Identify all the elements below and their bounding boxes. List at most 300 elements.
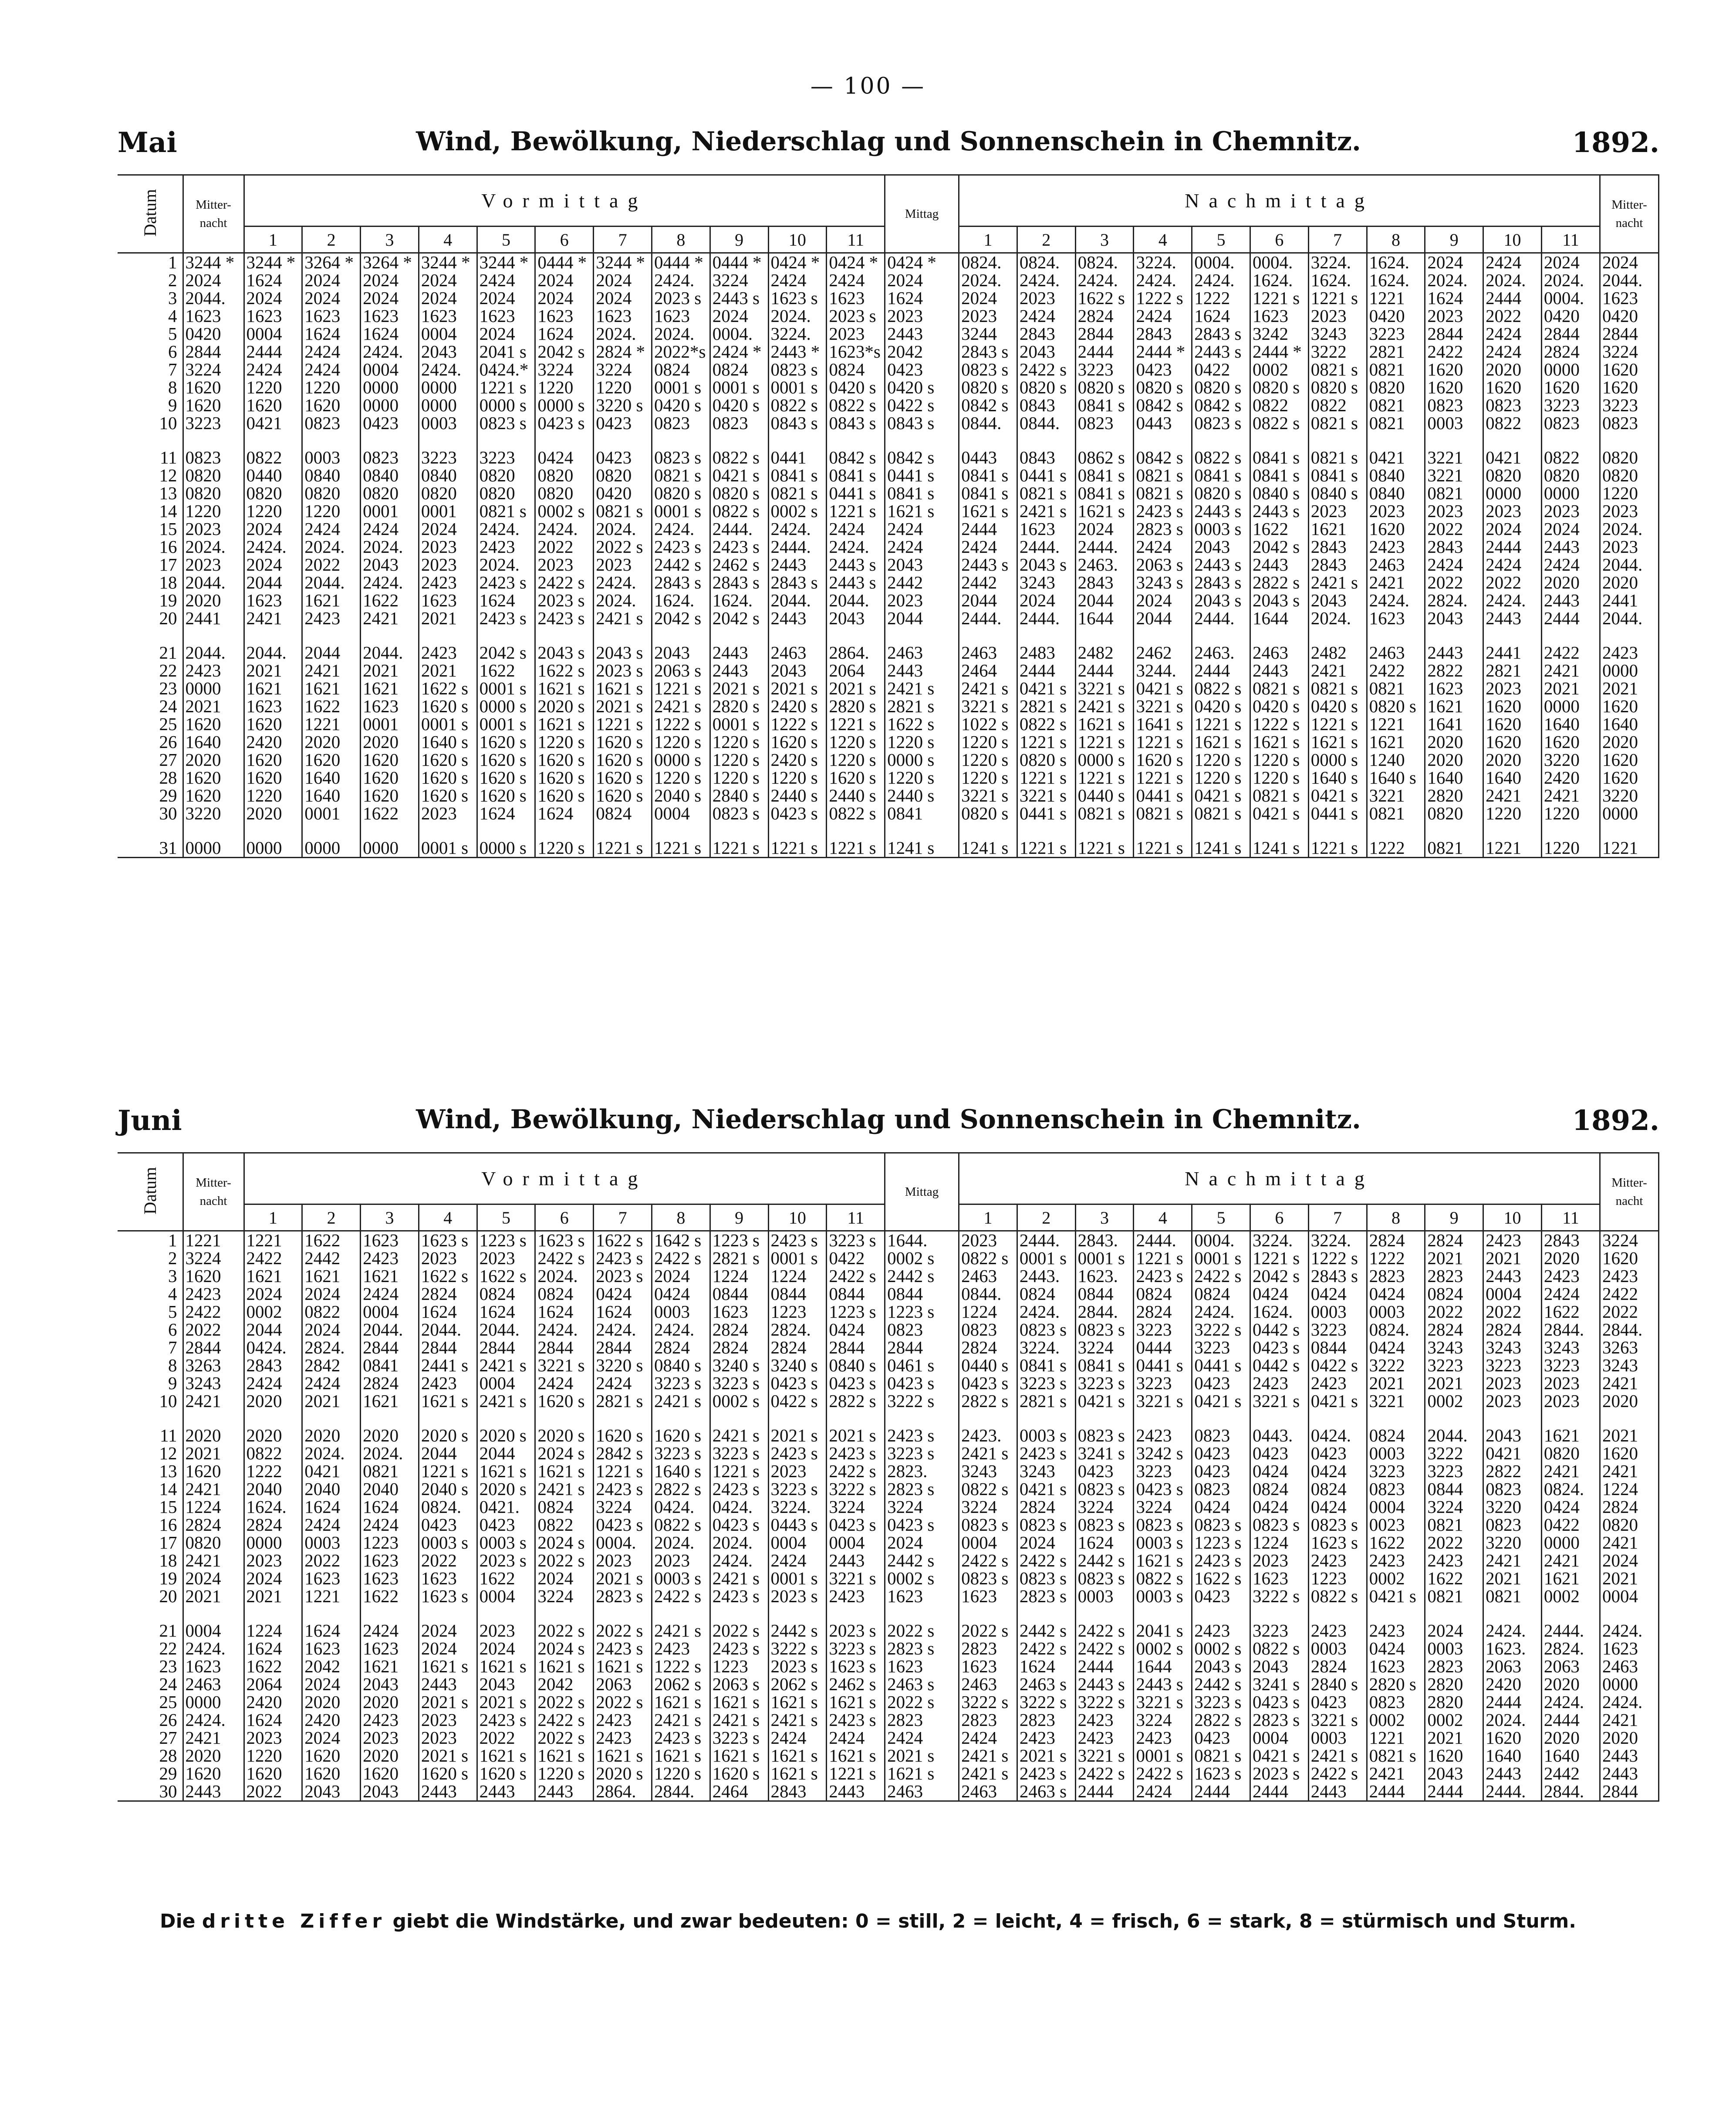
observation-cell: 0002 (1425, 1392, 1483, 1410)
observation-cell: 2443 (768, 556, 827, 574)
observation-cell: 1220 s (885, 769, 959, 787)
observation-cell: 1623 (710, 1303, 768, 1321)
observation-cell: 0823 (959, 1321, 1017, 1339)
observation-cell: 1620 (183, 1267, 244, 1285)
observation-cell: 2422 (183, 1303, 244, 1321)
observation-cell: 1220 s (652, 733, 710, 751)
observation-cell: 2024. (183, 538, 244, 556)
observation-cell: 2421 s (594, 609, 652, 627)
observation-cell: 2424. (477, 520, 535, 538)
observation-cell: 2463 (1250, 644, 1309, 662)
observation-cell: 2844. (1075, 1303, 1134, 1321)
observation-cell: 0824 (535, 1285, 594, 1303)
observation-cell: 0002 s (885, 1570, 959, 1587)
observation-cell: 1623 (1250, 1570, 1309, 1587)
observation-cell: 2041 s (477, 343, 535, 361)
observation-cell: 0823 s (1017, 1516, 1075, 1534)
observation-cell: 2023 (768, 1462, 827, 1480)
spacer-cell (1600, 822, 1659, 839)
day-cell: 24 (118, 697, 183, 715)
observation-cell: 2024 s (535, 1444, 594, 1462)
observation-cell: 0820 (1541, 467, 1600, 484)
table-row (118, 1570, 1659, 1587)
observation-cell: 0003 s (1192, 520, 1250, 538)
observation-cell: 2043 s (535, 644, 594, 662)
spacer-cell (1075, 627, 1134, 644)
observation-cell: 1620 (244, 769, 302, 787)
observation-cell: 2424. (1600, 1693, 1659, 1711)
observation-cell: 2823 s (885, 1640, 959, 1657)
observation-cell: 2043 (768, 662, 827, 680)
observation-cell: 1624. (1250, 271, 1309, 289)
observation-cell: 2482 (1075, 644, 1134, 662)
table-row (118, 839, 1659, 858)
observation-cell: 1620 (1425, 1747, 1483, 1765)
observation-cell: 3224 (827, 1498, 885, 1516)
observation-cell: 1620 (244, 396, 302, 414)
observation-cell: 0420 s (827, 379, 885, 396)
observation-cell: 2421 s (768, 1711, 827, 1729)
observation-cell: 1621 s (1075, 715, 1134, 733)
observation-cell: 2020 s (477, 1480, 535, 1498)
observation-cell: 2824. (768, 1321, 827, 1339)
observation-cell: 2424. (768, 520, 827, 538)
observation-cell: 0844. (1017, 414, 1075, 432)
day-cell: 6 (118, 343, 183, 361)
observation-cell: 2043 (361, 1675, 419, 1693)
observation-cell: 2421 (1541, 662, 1600, 680)
observation-cell: 2023 (244, 1729, 302, 1747)
observation-cell: 0820 s (1367, 697, 1425, 715)
observation-cell: 3243 s (1134, 574, 1192, 592)
spacer-cell (1425, 1410, 1483, 1427)
spacer-cell (1367, 1410, 1425, 1427)
observation-cell: 1620 (183, 1462, 244, 1480)
day-cell: 4 (118, 307, 183, 325)
observation-cell: 1621 s (535, 715, 594, 733)
observation-cell: 1621 (1541, 1570, 1600, 1587)
observation-cell: 1620 (1600, 379, 1659, 396)
observation-cell: 0821 s (768, 484, 827, 502)
observation-cell: 1221 s (652, 839, 710, 858)
observation-cell: 3221 s (1134, 1693, 1192, 1711)
day-cell: 2 (118, 1249, 183, 1267)
observation-cell: 3221 s (959, 697, 1017, 715)
day-cell: 21 (118, 1622, 183, 1640)
observation-cell: 0422 s (885, 396, 959, 414)
observation-cell: 1221 (1367, 289, 1425, 307)
observation-cell: 3243 (1308, 325, 1367, 343)
observation-cell: 2024 (1075, 520, 1134, 538)
observation-cell: 2022 (1425, 574, 1483, 592)
observation-table (118, 174, 1659, 858)
observation-cell: 0004 (477, 1374, 535, 1392)
observation-cell: 0821 s (1308, 414, 1367, 432)
observation-cell: 0000 s (535, 396, 594, 414)
observation-cell: 2044. (361, 1321, 419, 1339)
observation-cell: 0823 s (959, 1570, 1017, 1587)
observation-cell: 1220 (302, 502, 361, 520)
table-row (118, 1587, 1659, 1605)
spacer-cell (1192, 1605, 1250, 1622)
observation-cell: 0424. (652, 1498, 710, 1516)
observation-cell: 2444 (1483, 289, 1542, 307)
observation-cell: 1622 s (594, 1231, 652, 1250)
observation-cell: 2843 (1017, 325, 1075, 343)
observation-cell: 0004 (1600, 1587, 1659, 1605)
observation-cell: 0424 (594, 1285, 652, 1303)
observation-cell: 2023 (183, 556, 244, 574)
observation-cell: 1644 (1075, 609, 1134, 627)
observation-cell: 2822 s (652, 1480, 710, 1498)
observation-cell: 1624. (652, 592, 710, 609)
observation-cell: 0440 s (959, 1356, 1017, 1374)
observation-cell: 2024 (1134, 592, 1192, 609)
day-cell: 11 (118, 449, 183, 467)
observation-cell: 0823 s (959, 361, 1017, 379)
observation-cell: 0823 s (710, 805, 768, 822)
observation-cell: 2421 (1483, 1552, 1542, 1570)
observation-cell: 1620 s (1134, 751, 1192, 769)
observation-cell: 0821 s (1134, 805, 1192, 822)
observation-cell: 2020 (361, 733, 419, 751)
observation-cell: 2040 s (419, 1480, 477, 1498)
observation-cell: 1221 (244, 1231, 302, 1250)
observation-cell: 2040 (244, 1480, 302, 1498)
spacer-cell (477, 627, 535, 644)
observation-cell: 3222 s (768, 1640, 827, 1657)
observation-cell: 3224 (535, 361, 594, 379)
observation-cell: 0842 s (885, 449, 959, 467)
observation-cell: 1623 (244, 307, 302, 325)
vormittag-hour-header: 5 (477, 1204, 535, 1231)
observation-cell: 1620 (361, 1765, 419, 1783)
observation-cell: 3223 (1541, 1356, 1600, 1374)
observation-cell: 2462 s (710, 556, 768, 574)
observation-cell: 1623 (183, 1657, 244, 1675)
observation-cell: 0423 (1250, 1444, 1309, 1462)
observation-cell: 3224 (1075, 1339, 1134, 1356)
observation-cell: 0000 (183, 1693, 244, 1711)
observation-cell: 3221 s (1017, 787, 1075, 805)
observation-cell: 0823 s (1075, 1321, 1134, 1339)
observation-cell: 2424. (594, 1321, 652, 1339)
observation-cell: 1623. (1075, 1267, 1134, 1285)
observation-cell: 1621 s (827, 1747, 885, 1765)
observation-cell: 2044. (183, 644, 244, 662)
observation-cell: 1622 s (1192, 1570, 1250, 1587)
observation-cell: 2044. (244, 644, 302, 662)
observation-cell: 2021 s (827, 680, 885, 697)
observation-cell: 3222 s (885, 1392, 959, 1410)
observation-cell: 2422 s (535, 1249, 594, 1267)
observation-cell: 1622 (477, 1570, 535, 1587)
observation-cell: 0423 (1075, 1462, 1134, 1480)
table-row (118, 1374, 1659, 1392)
observation-cell: 2021 (419, 662, 477, 680)
observation-cell: 2024 (1483, 520, 1542, 538)
nachmittag-hour-header: 4 (1134, 1204, 1192, 1231)
observation-cell: 2423 s (768, 1231, 827, 1250)
observation-cell: 1224 (768, 1267, 827, 1285)
observation-cell: 2022 (535, 538, 594, 556)
observation-cell: 2422 (1367, 662, 1425, 680)
observation-cell: 2024. (594, 325, 652, 343)
observation-cell: 2421 (1541, 1462, 1600, 1480)
observation-cell: 1223 (1308, 1570, 1367, 1587)
observation-cell: 0423 (1192, 1729, 1250, 1747)
observation-cell: 0823 (1483, 1480, 1542, 1498)
nachmittag-header: Nachmittag (959, 175, 1600, 227)
observation-cell: 3224 (710, 271, 768, 289)
observation-cell: 1221 (1600, 839, 1659, 858)
observation-cell: 1640 (1483, 769, 1542, 787)
observation-cell: 2043 (1425, 1765, 1483, 1783)
day-cell: 26 (118, 1711, 183, 1729)
observation-cell: 1221 (302, 1587, 361, 1605)
observation-cell: 0420 s (1192, 697, 1250, 715)
observation-cell: 0823 (361, 449, 419, 467)
observation-cell: 2844 (535, 1339, 594, 1356)
observation-cell: 3223 (1367, 325, 1425, 343)
observation-cell: 3223 (1134, 1321, 1192, 1339)
day-cell: 7 (118, 1339, 183, 1356)
observation-cell: 2044. (1600, 609, 1659, 627)
table-row (118, 1498, 1659, 1516)
observation-cell: 3223 (419, 449, 477, 467)
observation-cell: 1621 (1367, 733, 1425, 751)
observation-cell: 2424 (885, 1729, 959, 1747)
observation-cell: 0823 (302, 414, 361, 432)
observation-cell: 2423 s (477, 1711, 535, 1729)
observation-cell: 2421 (183, 1480, 244, 1498)
observation-cell: 1623 (302, 1640, 361, 1657)
observation-cell: 0423 (361, 414, 419, 432)
observation-cell: 2443 (710, 644, 768, 662)
observation-cell: 2024 (244, 289, 302, 307)
observation-cell: 0820 (1600, 449, 1659, 467)
table-row (118, 307, 1659, 325)
observation-cell: 2043 s (1250, 592, 1309, 609)
observation-cell: 3221 s (1250, 1392, 1309, 1410)
observation-cell: 2421 s (1075, 697, 1134, 715)
observation-cell: 0004. (594, 1534, 652, 1552)
observation-cell: 2042 s (477, 644, 535, 662)
observation-cell: 2823 (1425, 1657, 1483, 1675)
observation-cell: 0424 (1308, 1498, 1367, 1516)
observation-cell: 2822 s (827, 1392, 885, 1410)
observation-cell: 2044 (1075, 592, 1134, 609)
observation-cell: 1221 s (652, 680, 710, 697)
observation-cell: 0824 (710, 361, 768, 379)
table-row (118, 289, 1659, 307)
observation-cell: 2444. (1075, 538, 1134, 556)
observation-cell: 0842 s (959, 396, 1017, 414)
observation-cell: 2424 (361, 1622, 419, 1640)
table-row (118, 609, 1659, 627)
observation-cell: 2844 (1425, 325, 1483, 343)
observation-cell: 0000 (1541, 1534, 1600, 1552)
observation-cell: 3222 (1367, 1356, 1425, 1374)
observation-cell: 0424 * (885, 253, 959, 272)
observation-cell: 2424 (959, 1729, 1017, 1747)
observation-cell: 1621 s (710, 1693, 768, 1711)
observation-cell: 0821 (1367, 414, 1425, 432)
observation-cell: 2020 (183, 1427, 244, 1444)
observation-cell: 0822 s (1134, 1570, 1192, 1587)
observation-cell: 2021 (1600, 1427, 1659, 1444)
observation-cell: 0424 (535, 449, 594, 467)
observation-cell: 1623 (244, 592, 302, 609)
observation-cell: 2422 s (959, 1552, 1017, 1570)
observation-cell: 2024 (1600, 253, 1659, 272)
observation-cell: 1623 (361, 1570, 419, 1587)
observation-cell: 1621 s (535, 1462, 594, 1480)
observation-cell: 2423 (361, 1711, 419, 1729)
observation-cell: 2023 (1541, 502, 1600, 520)
observation-cell: 2423 (419, 1374, 477, 1392)
observation-cell: 2020 s (535, 1427, 594, 1444)
table-row (118, 697, 1659, 715)
observation-cell: 0820 (535, 467, 594, 484)
observation-cell: 0822 s (1250, 414, 1309, 432)
table-row (118, 1427, 1659, 1444)
observation-cell: 0002 (244, 1303, 302, 1321)
observation-cell: 2824 (1600, 1498, 1659, 1516)
observation-cell: 0821 s (1250, 680, 1309, 697)
day-cell: 22 (118, 1640, 183, 1657)
observation-cell: 0824. (1075, 253, 1134, 272)
observation-cell: 0001 s (710, 715, 768, 733)
observation-cell: 2024 (302, 1729, 361, 1747)
table-row (118, 751, 1659, 769)
observation-cell: 3223 (183, 414, 244, 432)
observation-cell: 0420 s (1308, 697, 1367, 715)
observation-cell: 3244 (959, 325, 1017, 343)
observation-cell: 1622 (1250, 520, 1309, 538)
observation-cell: 2421 s (959, 1747, 1017, 1765)
observation-cell: 1621 (1308, 520, 1367, 538)
observation-cell: 3223 s (710, 1444, 768, 1462)
observation-cell: 0420 (594, 484, 652, 502)
observation-cell: 1620 (1483, 733, 1542, 751)
observation-cell: 1622 (302, 697, 361, 715)
observation-cell: 0821 (361, 1462, 419, 1480)
nachmittag-hour-header: 3 (1075, 1204, 1134, 1231)
observation-cell: 1624 (361, 1498, 419, 1516)
observation-cell: 0422 (1541, 1516, 1600, 1534)
observation-cell: 2444. (1017, 609, 1075, 627)
observation-cell: 1620 s (477, 787, 535, 805)
observation-cell: 1620 (1600, 1444, 1659, 1462)
table-row (118, 1392, 1659, 1410)
observation-cell: 2063 (594, 1675, 652, 1693)
observation-cell: 0823 (1425, 396, 1483, 414)
observation-cell: 0443 (959, 449, 1017, 467)
observation-cell: 0423 (1192, 1587, 1250, 1605)
observation-cell: 0824 (1017, 1285, 1075, 1303)
observation-cell: 1621 (361, 1657, 419, 1675)
observation-cell: 0822 (1250, 396, 1309, 414)
observation-cell: 0843 s (827, 414, 885, 432)
observation-cell: 0003 s (652, 1570, 710, 1587)
observation-cell: 2020 s (594, 1765, 652, 1783)
observation-cell: 2821 (1483, 662, 1542, 680)
table-row (118, 733, 1659, 751)
observation-cell: 2020 (183, 1747, 244, 1765)
observation-cell: 1624 (1075, 1534, 1134, 1552)
observation-cell: 2823 s (885, 1480, 959, 1498)
observation-cell: 2423 s (1192, 1552, 1250, 1570)
observation-cell: 2042 (535, 1675, 594, 1693)
observation-cell: 2441 (1483, 644, 1542, 662)
observation-cell: 0823 (1192, 1480, 1250, 1498)
observation-cell: 2023 (1017, 289, 1075, 307)
observation-cell: 2022 (1425, 520, 1483, 538)
observation-cell: 1223 (710, 1657, 768, 1675)
observation-cell: 3223 s (768, 1480, 827, 1498)
observation-cell: 2024 (1425, 253, 1483, 272)
spacer-cell (827, 1605, 885, 1622)
observation-cell: 0000 (1600, 805, 1659, 822)
observation-cell: 1623 s (768, 289, 827, 307)
observation-cell: 2844. (1541, 1783, 1600, 1801)
observation-cell: 1221 (1483, 839, 1542, 858)
observation-cell: 2421 (1600, 1374, 1659, 1392)
observation-cell: 2424. (1541, 1693, 1600, 1711)
nachmittag-hour-header: 8 (1367, 1204, 1425, 1231)
observation-cell: 2443 (477, 1783, 535, 1801)
observation-cell: 1624. (1308, 271, 1367, 289)
observation-cell: 1621 s (1308, 733, 1367, 751)
observation-cell: 1620 (302, 1747, 361, 1765)
observation-cell: 0001 s (768, 379, 827, 396)
observation-cell: 1621 (302, 680, 361, 697)
observation-cell: 2423 (1192, 1622, 1250, 1640)
observation-cell: 0003 s (477, 1534, 535, 1552)
observation-cell: 0824 (1308, 1480, 1367, 1498)
observation-cell: 1221 s (827, 715, 885, 733)
observation-cell: 0421 s (1192, 1392, 1250, 1410)
observation-cell: 0821 s (1308, 680, 1367, 697)
observation-cell: 2020 (1541, 1675, 1600, 1693)
observation-cell: 3224. (1134, 253, 1192, 272)
observation-cell: 2821 s (594, 1392, 652, 1410)
observation-cell: 2463 (959, 1675, 1017, 1693)
observation-cell: 2820 (1425, 787, 1483, 805)
observation-cell: 1623 (1600, 289, 1659, 307)
observation-cell: 2421 s (710, 1570, 768, 1587)
observation-cell: 0824 (652, 361, 710, 379)
observation-cell: 2424 (885, 538, 959, 556)
observation-cell: 0424 (652, 1285, 710, 1303)
observation-cell: 1221 (1367, 715, 1425, 733)
observation-cell: 2444. (1483, 1783, 1542, 1801)
observation-cell: 1221 s (594, 1462, 652, 1480)
observation-cell: 2024. (710, 1534, 768, 1552)
observation-cell: 0421. (477, 1498, 535, 1516)
observation-cell: 2423 s (535, 609, 594, 627)
observation-table (118, 1152, 1659, 1802)
observation-cell: 1220 s (710, 769, 768, 787)
observation-cell: 2424. (419, 361, 477, 379)
observation-cell: 0820 s (959, 805, 1017, 822)
observation-cell: 2023 (1483, 1392, 1542, 1410)
observation-cell: 0841 s (1075, 1356, 1134, 1374)
observation-cell: 2444 (959, 520, 1017, 538)
observation-cell: 0004 (1483, 1285, 1542, 1303)
observation-cell: 2063 (1483, 1657, 1542, 1675)
